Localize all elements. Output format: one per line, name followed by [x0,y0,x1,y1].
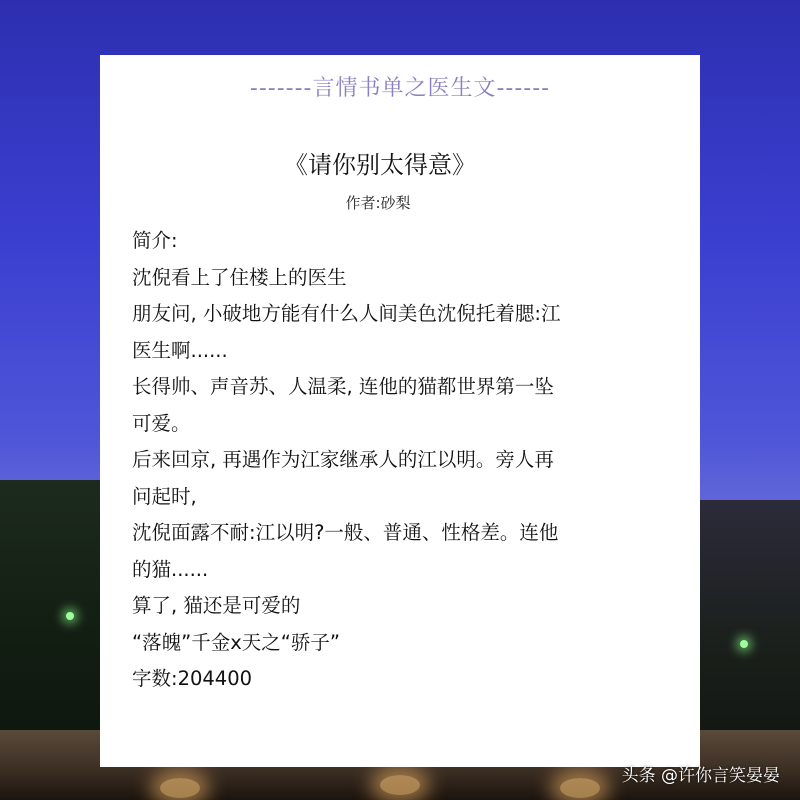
book-author: 作者:砂梨 [345,194,411,212]
synopsis-line: 朋友问, 小破地方能有什么人间美色沈倪托着腮:江 [132,302,561,325]
text-card [100,55,700,767]
synopsis-line: 后来回京, 再遇作为江家继承人的江以明。旁人再 [132,448,554,471]
synopsis-line: 沈倪看上了住楼上的医生 [132,265,347,289]
synopsis-line: 医生啊...... [132,338,228,362]
synopsis-line: 沈倪面露不耐:江以明?一般、普通、性格差。连他 [132,521,559,544]
synopsis [132,223,672,698]
fountain-glow [160,778,200,798]
fountain-glow [380,775,420,795]
list-header: -------言情书单之医生文------ [249,76,551,101]
synopsis-line: 算了, 猫还是可爱的 [132,594,301,617]
word-count: 字数:204400 [132,667,253,690]
street-light [66,612,74,620]
synopsis-line: “落魄”千金x天之“骄子” [132,630,340,654]
street-light [740,640,748,648]
watermark: 头条 @许你言笑晏晏 [621,766,780,786]
book-title: 《请你别太得意》 [284,151,476,179]
synopsis-line: 的猫...... [132,557,209,581]
synopsis-line: 可爱。 [132,411,191,435]
synopsis-line: 简介: [132,229,178,252]
fountain-glow [560,778,600,798]
synopsis-line: 长得帅、声音苏、人温柔, 连他的猫都世界第一坠 [132,375,554,398]
synopsis-line: 问起时, [132,484,197,508]
